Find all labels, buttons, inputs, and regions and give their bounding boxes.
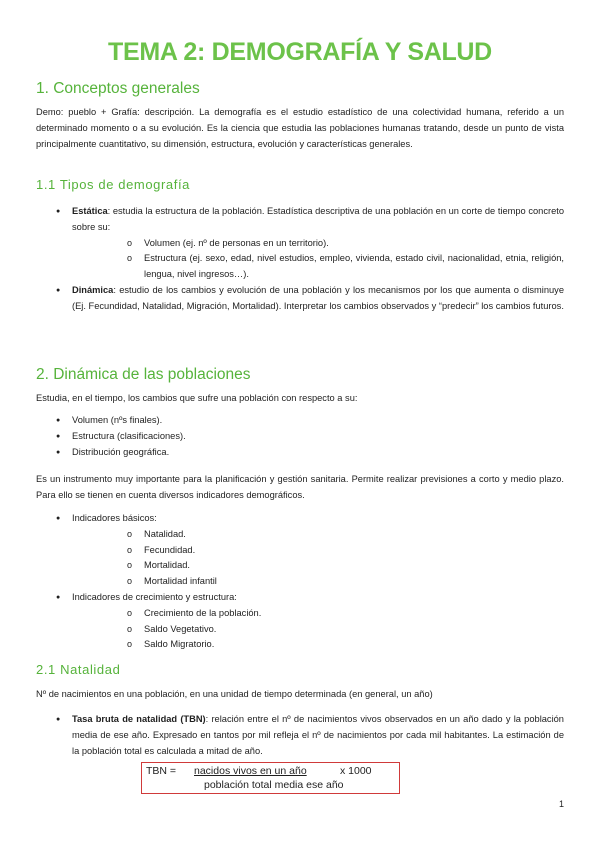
basic-label: Indicadores básicos: <box>72 513 157 523</box>
tbn-text: : relación entre el nº de nacimientos vivos observados en un año dado y la población media de ese año. Expresado en tantos por mil refleja el nº de nacimientos por cada mil habitantes. La estimación de la población total es calculada a mitad de año. <box>72 714 564 756</box>
section1-1-heading: 1.1 Tipos de demografía <box>36 177 191 192</box>
list-item-basic <box>36 511 564 590</box>
list-item: o Estructura (ej. sexo, edad, nivel estudios, empleo, vivienda, estado civil, nacionalidad, etnia, religión, lengua, nivel ingresos…). <box>72 251 564 283</box>
basic-sublist <box>72 527 564 590</box>
static-term: Estática <box>72 206 108 216</box>
list-item: o Saldo Migratorio. <box>72 637 564 653</box>
growth-label: Indicadores de crecimiento y estructura: <box>72 591 237 602</box>
static-text: : estudia la estructura de la población. Estadística descriptiva de una población en un corte de tiempo concreto sobre su: <box>72 206 564 232</box>
section2-list <box>36 413 564 460</box>
list-item: o Volumen (ej. nº de personas en un territorio). <box>72 236 564 252</box>
indicators-list <box>36 511 564 653</box>
section2-1-intro: Nº de nacimientos en una población, en una unidad de tiempo determinada (en general, un año) <box>36 689 433 699</box>
formula-numerator: nacidos vivos en un año <box>194 765 307 777</box>
formula-lhs: TBN = <box>146 765 177 777</box>
page-title: TEMA 2: DEMOGRAFÍA Y SALUD <box>108 38 492 66</box>
dynamic-term: Dinámica <box>72 284 114 295</box>
section2-paragraph: Es un instrumento muy importante para la planificación y gestión sanitaria. Permite realizar previsiones a corto y medio plazo. Para ello se tienen en cuenta diversos indicadores demográficos. <box>36 474 564 500</box>
list-item-static <box>36 204 564 283</box>
formula-denominator: población total media ese año <box>204 779 344 791</box>
section2-heading: 2. Dinámica de las poblaciones <box>36 366 251 383</box>
tbn-formula-box <box>141 762 400 794</box>
growth-sublist <box>72 606 564 653</box>
natality-list <box>36 712 564 759</box>
dynamic-text: : estudio de los cambios y evolución de una población y los mecanismos por los que aumenta o disminuye (Ej. Fecundidad, Natalidad, Migración, Mortalidad). Interpretar los cambios observados y “predecir” los cambios futuros. <box>72 284 564 311</box>
list-item: o Mortalidad infantil <box>72 574 564 590</box>
list-item: o Natalidad. <box>72 527 564 543</box>
list-item: ● Volumen (nºs finales). <box>36 413 564 429</box>
list-item: ● Estructura (clasificaciones). <box>36 429 564 445</box>
list-item-tbn <box>36 712 564 759</box>
static-sublist <box>72 236 564 283</box>
tbn-term: Tasa bruta de natalidad (TBN) <box>72 714 206 724</box>
list-item-growth <box>36 590 564 653</box>
list-item: o Crecimiento de la población. <box>72 606 564 622</box>
demography-types-list <box>36 204 564 315</box>
section2-intro: Estudia, en el tiempo, los cambios que sufre una población con respecto a su: <box>36 393 358 403</box>
section2-1-heading: 2.1 Natalidad <box>36 662 121 677</box>
page-number: 1 <box>558 799 564 809</box>
list-item-dynamic <box>36 283 564 315</box>
list-item: o Mortalidad. <box>72 558 564 574</box>
list-item: ● Distribución geográfica. <box>36 445 564 461</box>
section1-heading: 1. Conceptos generales <box>36 80 200 97</box>
formula-multiplier: x 1000 <box>340 765 372 777</box>
list-item: o Fecundidad. <box>72 543 564 559</box>
section1-intro: Demo: pueblo + Grafía: descripción. La demografía es el estudio estadístico de una colectividad humana, referido a un determinado momento o a su evolución. Es la ciencia que estudia las poblaciones humanas tratando, desde un punto de vista principalmente cuantitativo, su dimensión, estructura, evolución y características generales. <box>36 107 564 149</box>
list-item: o Saldo Vegetativo. <box>72 622 564 638</box>
